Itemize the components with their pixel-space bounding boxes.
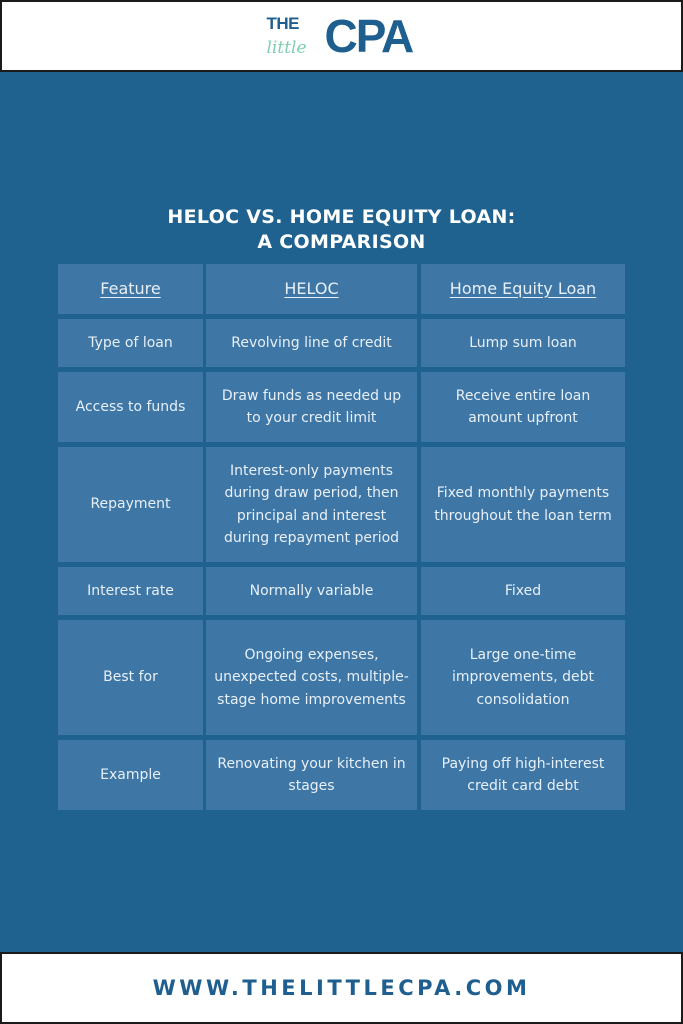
table-cell: Interest-only payments during draw period, then principal and interest during repayment period — [206, 447, 417, 562]
logo-little: little — [266, 38, 307, 58]
table-header-cell: HELOC — [206, 264, 417, 314]
logo — [267, 6, 417, 66]
table-cell: Receive entire loan amount upfront — [421, 372, 625, 442]
table-cell: Draw funds as needed up to your credit limit — [206, 372, 417, 442]
table-cell: Revolving line of credit — [206, 319, 417, 367]
title-line-2: A COMPARISON — [257, 231, 426, 253]
table-cell: Lump sum loan — [421, 319, 625, 367]
table-cell: Renovating your kitchen in stages — [206, 740, 417, 810]
table-cell: Interest rate — [58, 567, 203, 615]
table-cell: Access to funds — [58, 372, 203, 442]
page-title — [0, 205, 683, 255]
table-cell: Fixed — [421, 567, 625, 615]
website-url[interactable]: WWW.THELITTLECPA.COM — [152, 976, 531, 1000]
logo-cpa: CPA — [324, 10, 413, 62]
table-cell: Ongoing expenses, unexpected costs, multiple-stage home improvements — [206, 620, 417, 735]
table-cell: Large one-time improvements, debt consolidation — [421, 620, 625, 735]
header — [0, 0, 683, 72]
table-cell: Best for — [58, 620, 203, 735]
logo-the: THE — [266, 14, 299, 33]
table-cell: Example — [58, 740, 203, 810]
table-cell: Normally variable — [206, 567, 417, 615]
table-cell: Repayment — [58, 447, 203, 562]
table-cell: Type of loan — [58, 319, 203, 367]
table-cell: Fixed monthly payments throughout the loan term — [421, 447, 625, 562]
table-header-cell: Feature — [58, 264, 203, 314]
table-header-cell: Home Equity Loan — [421, 264, 625, 314]
title-line-1: HELOC VS. HOME EQUITY LOAN: — [167, 206, 516, 228]
footer — [0, 952, 683, 1024]
table-cell: Paying off high-interest credit card debt — [421, 740, 625, 810]
